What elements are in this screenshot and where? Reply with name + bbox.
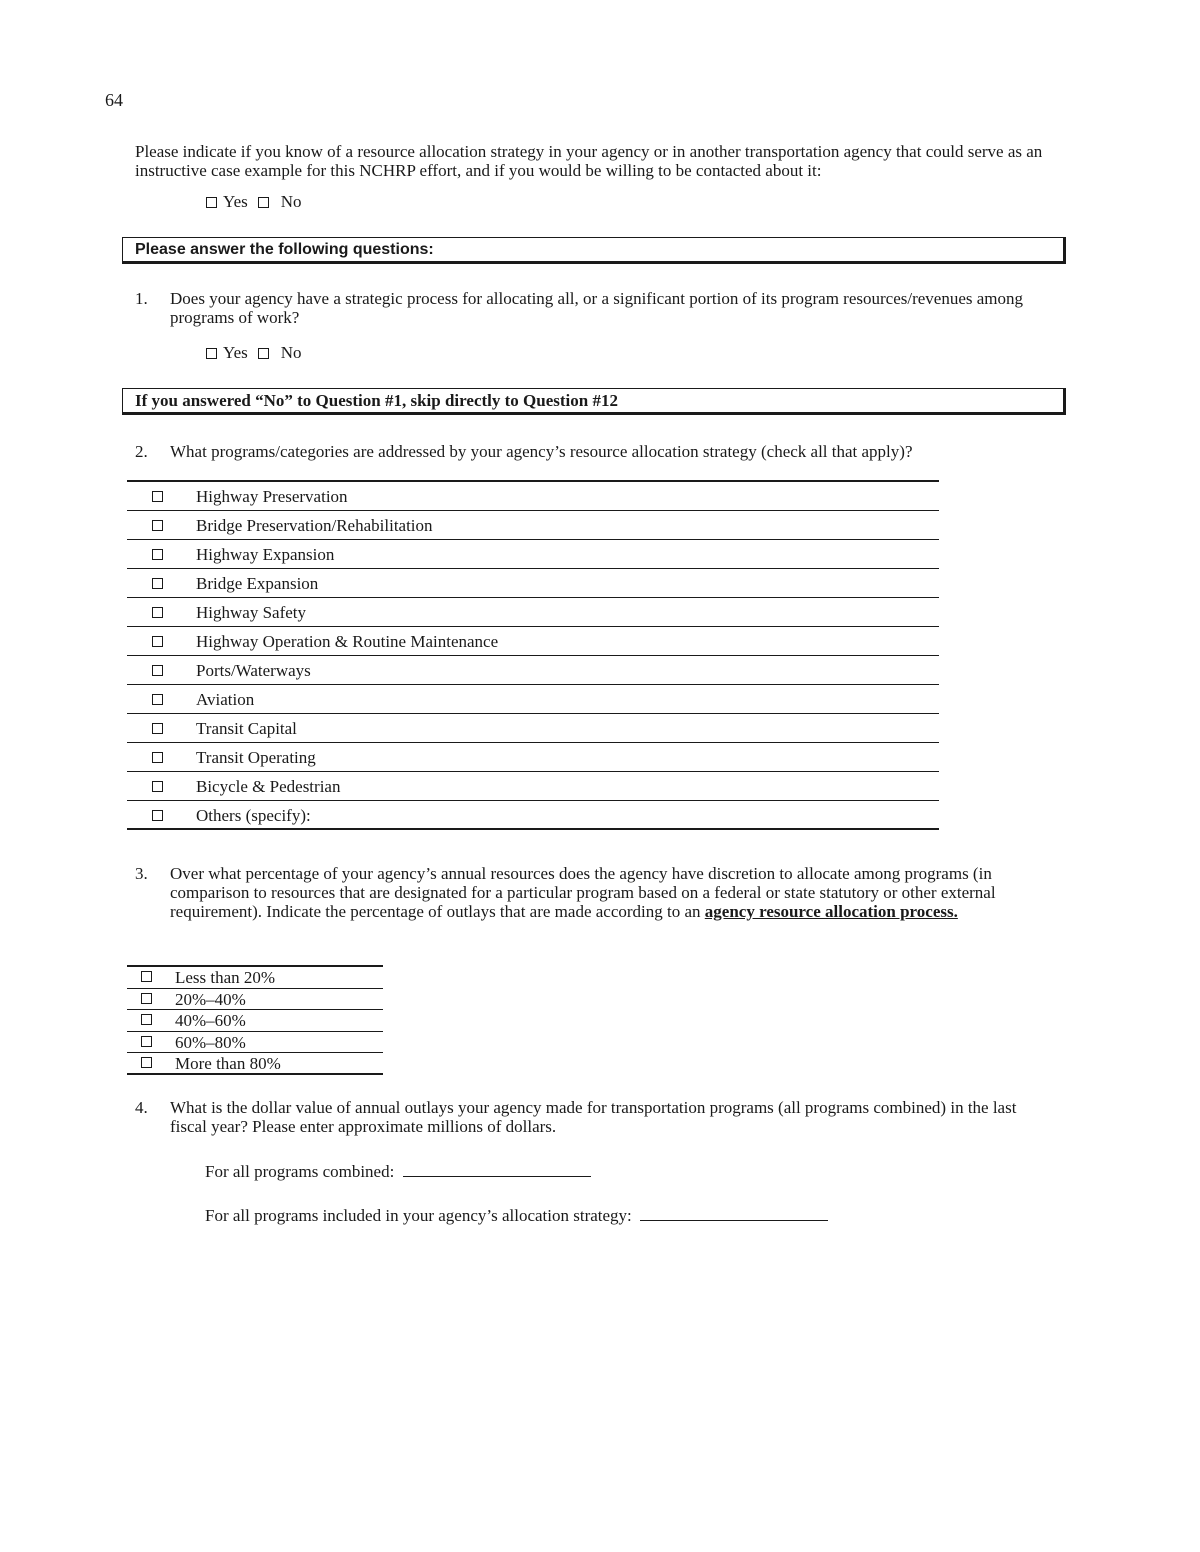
question-3-text (170, 864, 1055, 921)
checkbox[interactable] (152, 665, 163, 676)
option-label: Bridge Preservation/Rehabilitation (196, 516, 433, 535)
checkbox[interactable] (152, 723, 163, 734)
question-3-body: Over what percentage of your agency’s annual resources does the agency have discretion to allocate among programs (in comparison to resources that are designated for a particular program based on a federal or state statutory or other external requirement). Indicate the percentage of outlays that are made according to an (170, 864, 996, 921)
question-3-emphasis: agency resource allocation process. (704, 902, 958, 921)
intro-no-label: No (280, 192, 302, 211)
question-2-number: 2. (135, 442, 148, 461)
intro-yes-no (206, 192, 302, 212)
option-label: Highway Preservation (196, 487, 348, 506)
checkbox[interactable] (152, 578, 163, 589)
q1-yes-label: Yes (223, 343, 248, 362)
q1-yes-checkbox[interactable] (206, 348, 217, 359)
checkbox[interactable] (141, 1036, 152, 1047)
option-label: Transit Capital (196, 719, 297, 738)
checkbox[interactable] (152, 636, 163, 647)
checkbox[interactable] (152, 781, 163, 792)
q1-no-label: No (280, 343, 302, 362)
checkbox[interactable] (141, 993, 152, 1004)
checkbox[interactable] (152, 607, 163, 618)
question-1-number: 1. (135, 289, 148, 308)
checkbox[interactable] (152, 520, 163, 531)
checkbox[interactable] (141, 1014, 152, 1025)
option-label: 60%–80% (175, 1032, 246, 1052)
option-label: 40%–60% (175, 1011, 246, 1030)
question-4-text: What is the dollar value of annual outlays your agency made for transportation programs (all programs combined) in the last fiscal year? Please enter approximate millions of dollars. (170, 1098, 1017, 1136)
table-row (127, 1032, 383, 1054)
skip-instruction-text: If you answered “No” to Question #1, skip directly to Question #12 (135, 390, 618, 410)
question-2 (135, 442, 1055, 462)
option-label: Aviation (196, 690, 255, 709)
table-row (127, 967, 383, 989)
question-3-number: 3. (135, 864, 148, 883)
question-1-yes-no (206, 343, 302, 363)
field-allocation-programs-label: For all programs included in your agency’s allocation strategy: (205, 1206, 632, 1225)
table-row (127, 540, 939, 569)
checkbox[interactable] (152, 810, 163, 821)
table-row (127, 569, 939, 598)
field-all-programs-label: For all programs combined: (205, 1162, 395, 1181)
table-row (127, 714, 939, 743)
field-allocation-programs (205, 1204, 828, 1226)
option-label: Highway Operation & Routine Maintenance (196, 632, 499, 651)
question-1 (135, 289, 1055, 329)
question-4 (135, 1098, 1055, 1138)
option-label: Less than 20% (175, 968, 276, 987)
table-row (127, 627, 939, 656)
intro-yes-checkbox[interactable] (206, 197, 217, 208)
question-3 (135, 864, 1055, 944)
option-label: Ports/Waterways (196, 661, 311, 680)
question-1-text: Does your agency have a strategic process for allocating all, or a significant portion of its program resources/revenues among programs of work? (170, 289, 1024, 327)
percentage-options-table (127, 965, 383, 1075)
checkbox[interactable] (141, 1057, 152, 1068)
intro-paragraph: Please indicate if you know of a resource allocation strategy in your agency or in another transportation agency that could serve as an instructive case example for this NCHRP effort, and if you would be willing to be contacted about it: (135, 142, 1043, 180)
skip-instruction-banner (122, 388, 1066, 415)
instructions-banner-text: Please answer the following questions: (135, 240, 434, 258)
instructions-banner (122, 237, 1066, 264)
table-row (127, 989, 383, 1011)
table-row (127, 1053, 383, 1075)
option-label: More than 80% (175, 1054, 281, 1073)
option-label: Transit Operating (196, 748, 316, 767)
checkbox[interactable] (152, 694, 163, 705)
field-allocation-programs-input[interactable] (640, 1204, 828, 1221)
table-row (127, 772, 939, 801)
table-row (127, 482, 939, 511)
field-all-programs-input[interactable] (403, 1160, 591, 1177)
table-row (127, 656, 939, 685)
checkbox[interactable] (141, 971, 152, 982)
option-label: Others (specify): (196, 806, 311, 825)
option-label: Highway Safety (196, 603, 307, 622)
table-row (127, 598, 939, 627)
table-row (127, 511, 939, 540)
option-label: Bicycle & Pedestrian (196, 777, 341, 796)
page-number: 64 (105, 90, 123, 110)
intro-yes-label: Yes (223, 192, 248, 211)
table-row (127, 743, 939, 772)
question-2-text: What programs/categories are addressed by your agency’s resource allocation strategy (check all that apply)? (170, 442, 913, 461)
table-row (127, 685, 939, 714)
program-categories-table (127, 480, 939, 830)
option-label: Highway Expansion (196, 545, 335, 564)
table-row (127, 801, 939, 830)
checkbox[interactable] (152, 549, 163, 560)
table-row (127, 1010, 383, 1032)
q1-no-checkbox[interactable] (258, 348, 269, 359)
option-label: Bridge Expansion (196, 574, 319, 593)
checkbox[interactable] (152, 491, 163, 502)
intro-no-checkbox[interactable] (258, 197, 269, 208)
field-all-programs (205, 1160, 591, 1182)
question-4-number: 4. (135, 1098, 148, 1117)
option-label: 20%–40% (175, 989, 246, 1009)
checkbox[interactable] (152, 752, 163, 763)
